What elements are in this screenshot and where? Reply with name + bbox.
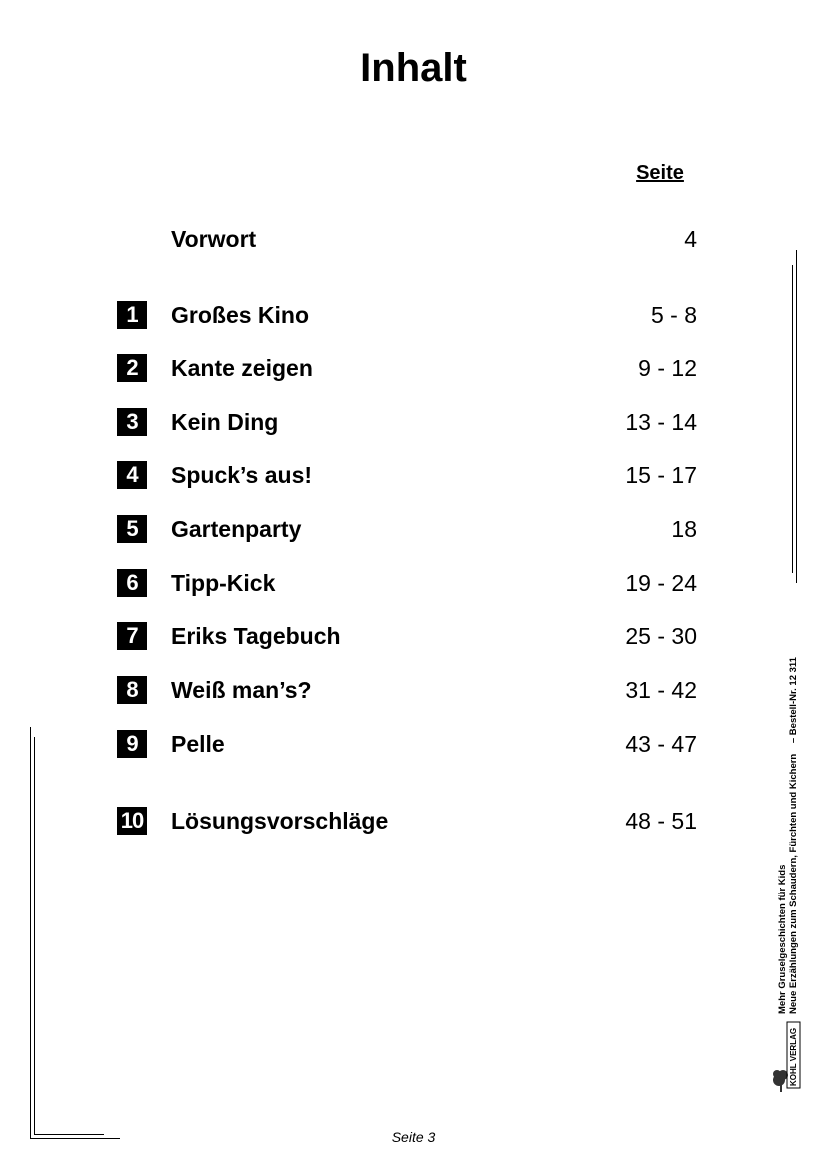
toc-entry — [0, 513, 827, 545]
page-range: 15 - 17 — [625, 462, 697, 488]
chapter-number-badge: 6 — [117, 569, 147, 597]
chapter-title: Kein Ding — [171, 409, 279, 435]
chapter-title: Vorwort — [171, 226, 257, 252]
toc-entry — [0, 299, 827, 331]
chapter-title: Weiß man’s? — [171, 677, 312, 703]
chapter-title: Kante zeigen — [171, 355, 313, 381]
chapter-title: Pelle — [171, 731, 225, 757]
chapter-number-badge: 10 — [117, 807, 147, 835]
chapter-number-badge: 3 — [117, 408, 147, 436]
chapter-title: Lösungsvorschläge — [171, 808, 389, 834]
chapter-number-badge: 1 — [117, 301, 147, 329]
chapter-title: Eriks Tagebuch — [171, 623, 341, 649]
tree-logo-icon — [770, 1018, 804, 1094]
page-range: 48 - 51 — [625, 808, 697, 834]
page-range: 25 - 30 — [625, 623, 697, 649]
side-subtitle: Neue Erzählungen zum Schaudern, Fürchten und Kichern — [788, 753, 799, 1014]
chapter-title: Großes Kino — [171, 302, 310, 328]
frame-line-right-outer — [796, 250, 797, 583]
toc-entry — [0, 352, 827, 384]
page-range: 18 — [671, 516, 697, 542]
chapter-number-badge: 2 — [117, 354, 147, 382]
page-range: 13 - 14 — [625, 409, 697, 435]
chapter-title: Spuck’s aus! — [171, 462, 313, 488]
page-range: 43 - 47 — [625, 731, 697, 757]
side-series-title: Mehr Gruselgeschichten für Kids — [777, 864, 788, 1014]
page-range: 4 — [684, 226, 697, 252]
frame-line-left-outer — [30, 727, 31, 1139]
kohl-verlag-logo — [770, 1018, 804, 1094]
toc-entry — [0, 567, 827, 599]
page-title: Inhalt — [360, 46, 467, 90]
page-range: 9 - 12 — [638, 355, 697, 381]
chapter-number-badge: 4 — [117, 461, 147, 489]
chapter-number-badge: 8 — [117, 676, 147, 704]
chapter-title: Tipp-Kick — [171, 570, 276, 596]
page-number-footer: Seite 3 — [391, 1129, 436, 1145]
publisher-name: KOHL VERLAG — [789, 1027, 798, 1086]
toc-entry — [0, 459, 827, 491]
page-range: 19 - 24 — [625, 570, 697, 596]
page-range: 5 - 8 — [650, 302, 697, 328]
toc-entry — [0, 805, 827, 837]
chapter-title: Gartenparty — [171, 516, 302, 542]
toc-entry — [0, 620, 827, 652]
toc-entry — [0, 223, 827, 255]
page-range: 31 - 42 — [625, 677, 697, 703]
chapter-number-badge: 9 — [117, 730, 147, 758]
side-publication-info — [777, 634, 799, 1014]
side-subtitle-line — [788, 634, 799, 1014]
chapter-number-badge: 7 — [117, 622, 147, 650]
side-order-number: – Bestell-Nr. 12 311 — [788, 657, 799, 744]
chapter-number-badge: 5 — [117, 515, 147, 543]
toc-entry — [0, 406, 827, 438]
toc-entry — [0, 728, 827, 760]
frame-line-left-inner — [34, 737, 35, 1135]
toc-entry — [0, 674, 827, 706]
page-column-header: Seite — [636, 162, 684, 184]
frame-line-right-inner — [792, 265, 793, 573]
